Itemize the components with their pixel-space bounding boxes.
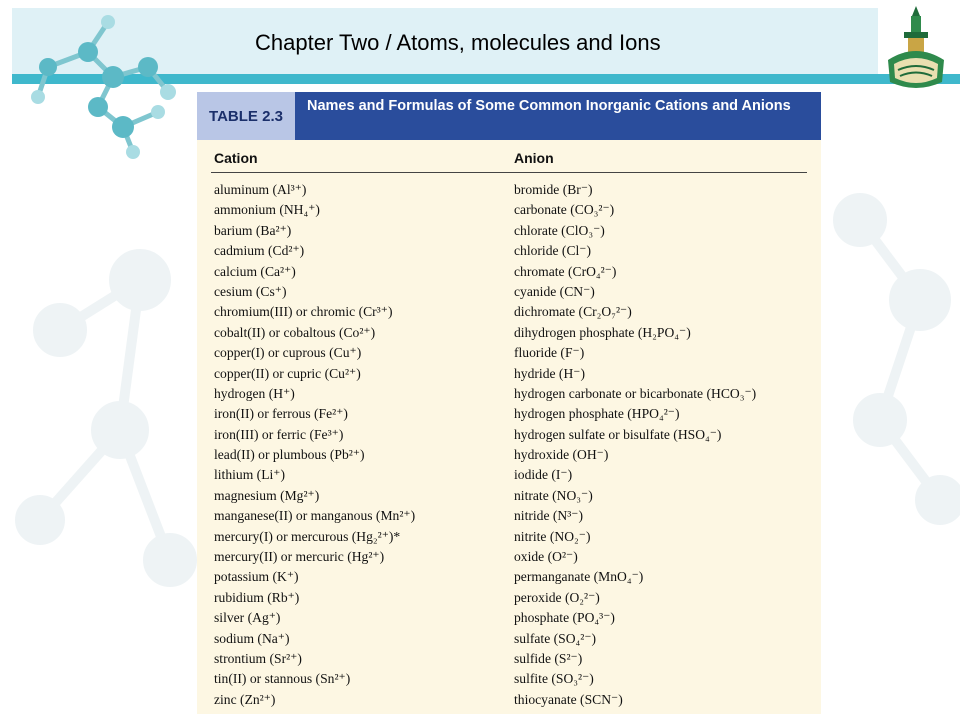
anion-item: nitrite (NO₂⁻)	[514, 528, 591, 544]
anion-item: permanganate (MnO₄⁻)	[514, 569, 644, 585]
inorganic-ions-table	[197, 92, 821, 714]
molecule-icon	[28, 12, 198, 162]
cation-item: iron(III) or ferric (Fe³⁺)	[214, 426, 344, 442]
anion-item: hydride (H⁻)	[514, 365, 585, 381]
cation-item: copper(II) or cupric (Cu²⁺)	[214, 365, 361, 381]
cation-column-header: Cation	[214, 150, 258, 166]
cation-item: potassium (K⁺)	[214, 569, 299, 585]
cation-item: hydrogen (H⁺)	[214, 385, 295, 401]
cation-item: mercury(II) or mercuric (Hg²⁺)	[214, 549, 385, 565]
anion-item: sulfide (S²⁻)	[514, 650, 583, 666]
anion-item: dihydrogen phosphate (H₂PO₄⁻)	[514, 324, 691, 340]
anion-column-header: Anion	[514, 150, 554, 166]
cation-item: manganese(II) or manganous (Mn²⁺)	[214, 508, 416, 524]
cation-item: zinc (Zn²⁺)	[214, 691, 276, 707]
anion-item: hydrogen phosphate (HPO₄²⁻)	[514, 406, 680, 422]
anion-list	[514, 180, 814, 710]
cation-item: lithium (Li⁺)	[214, 467, 285, 483]
anion-item: cyanide (CN⁻)	[514, 283, 595, 299]
cation-item: calcium (Ca²⁺)	[214, 263, 296, 279]
cation-item: lead(II) or plumbous (Pb²⁺)	[214, 447, 365, 463]
anion-item: iodide (I⁻)	[514, 467, 573, 483]
anion-item: nitride (N³⁻)	[514, 508, 584, 524]
cation-item: ammonium (NH₄⁺)	[214, 202, 320, 218]
anion-item: hydroxide (OH⁻)	[514, 447, 609, 463]
anion-item: chloride (Cl⁻)	[514, 243, 592, 259]
anion-item: dichromate (Cr₂O₇²⁻)	[514, 304, 632, 320]
anion-item: chromate (CrO₄²⁻)	[514, 263, 617, 279]
cation-item: silver (Ag⁺)	[214, 610, 281, 626]
slide-title: Chapter Two / Atoms, molecules and Ions	[255, 30, 661, 55]
university-logo-icon	[880, 2, 952, 94]
cation-item: cobalt(II) or cobaltous (Co²⁺)	[214, 324, 376, 340]
anion-item: peroxide (O₂²⁻)	[514, 589, 600, 605]
anion-item: bromide (Br⁻)	[514, 182, 593, 197]
cation-item: sodium (Na⁺)	[214, 630, 290, 646]
cation-item: tin(II) or stannous (Sn²⁺)	[214, 671, 351, 687]
cation-item: rubidium (Rb⁺)	[214, 589, 300, 605]
table-header-bar	[197, 92, 821, 140]
cation-item: cesium (Cs⁺)	[214, 283, 287, 299]
header-rule	[211, 172, 807, 173]
cation-item: copper(I) or cuprous (Cu⁺)	[214, 345, 362, 361]
anion-item: fluoride (F⁻)	[514, 345, 585, 361]
cation-list	[214, 180, 504, 710]
cation-item: chromium(III) or chromic (Cr³⁺)	[214, 304, 393, 320]
table-caption: Names and Formulas of Some Common Inorganic Cations and Anions	[307, 98, 791, 114]
anion-item: sulfate (SO₄²⁻)	[514, 630, 597, 646]
anion-item: carbonate (CO₃²⁻)	[514, 202, 615, 218]
anion-item: oxide (O²⁻)	[514, 549, 578, 565]
cation-item: strontium (Sr²⁺)	[214, 650, 302, 666]
cation-item: magnesium (Mg²⁺)	[214, 487, 320, 503]
cation-item: aluminum (Al³⁺)	[214, 182, 307, 197]
cation-item: cadmium (Cd²⁺)	[214, 243, 305, 259]
cation-item: iron(II) or ferrous (Fe²⁺)	[214, 406, 348, 422]
anion-item: hydrogen carbonate or bicarbonate (HCO₃⁻)	[514, 385, 757, 401]
anion-item: nitrate (NO₃⁻)	[514, 487, 593, 503]
anion-item: hydrogen sulfate or bisulfate (HSO₄⁻)	[514, 426, 722, 442]
anion-item: chlorate (ClO₃⁻)	[514, 222, 605, 238]
anion-item: phosphate (PO₄³⁻)	[514, 610, 615, 626]
table-tag: TABLE 2.3	[197, 92, 295, 140]
anion-item: thiocyanate (SCN⁻)	[514, 691, 623, 707]
cation-item: barium (Ba²⁺)	[214, 222, 292, 238]
anion-item: sulfite (SO₃²⁻)	[514, 671, 594, 687]
cation-item: mercury(I) or mercurous (Hg₂²⁺)*	[214, 528, 401, 544]
